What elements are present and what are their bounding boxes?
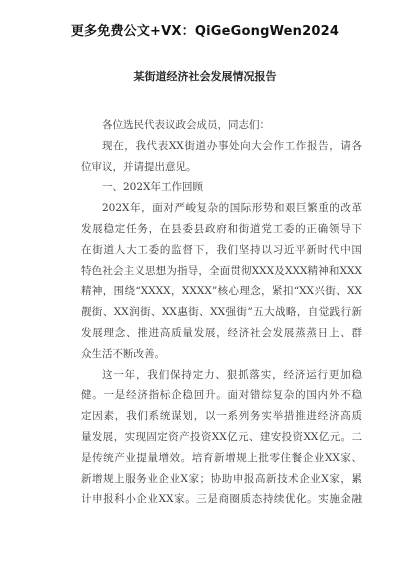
document-body (60, 115, 362, 510)
text-line: 量发展，实现固定资产投资XX亿元、建安投资XX亿元。二 (81, 430, 362, 443)
section-heading (60, 177, 362, 198)
watermark-banner: 更多免费公文+VX：QiGeGongWen2024 (70, 24, 340, 39)
text-line: 各位选民代表议政会成员，同志们： (102, 119, 270, 131)
text-line: 健。一是经济指标企稳回升。面对错综复杂的国内外不稳 (81, 389, 362, 402)
text-line: 计申报科小企业XX家。三是商圈质态持续优化。实施金融 (81, 493, 362, 506)
text-line: 在街道人大工委的监督下，我们坚持以习近平新时代中国 (81, 243, 362, 256)
text-line: 一、202X年工作回顾 (102, 181, 204, 194)
review-paragraph (60, 198, 362, 364)
document-title: 某街道经济社会发展情况报告 (133, 70, 277, 83)
text-line: 精神，围绕“XXXX，XXXX”核心理念，紧扣“XX兴街、XX (81, 285, 362, 298)
text-line: 众生活不断改善。 (81, 347, 165, 360)
text-line: 现在，我代表XX街道办事处向大会作工作报告，请各 (102, 139, 362, 152)
text-line: 定因素，我们系统谋划，以一系列务实举措推进经济高质 (81, 410, 362, 423)
text-line: 新增规上服务业企业X家；协助申报高新技术企业X家，累 (81, 472, 362, 485)
text-line: 特色社会主义思想为指导，全面贯彻XXX及XXX精神和XXX (81, 264, 362, 277)
text-line: 发展理念、推进高质量发展，经济社会发展蒸蒸日上、群 (81, 326, 362, 339)
text-line: 是传统产业提量增效。培育新增规上批零住餐企业XX家、 (81, 451, 362, 464)
text-line: 发展稳定任务，在县委县政府和街道党工委的正确领导下 (81, 222, 362, 235)
text-line: 202X年，面对严峻复杂的国际形势和艰巨繁重的改革 (102, 202, 362, 215)
salutation-paragraph (60, 115, 362, 136)
text-line: 靓街、XX润街、XX惠街、XX强街”五大战略，自觉践行新 (81, 306, 362, 319)
text-line: 这一年，我们保持定力、狠抓落实，经济运行更加稳 (102, 368, 362, 381)
intro-paragraph (60, 136, 362, 178)
economy-paragraph (60, 365, 362, 511)
text-line: 位审议，并请提出意见。 (81, 160, 197, 173)
